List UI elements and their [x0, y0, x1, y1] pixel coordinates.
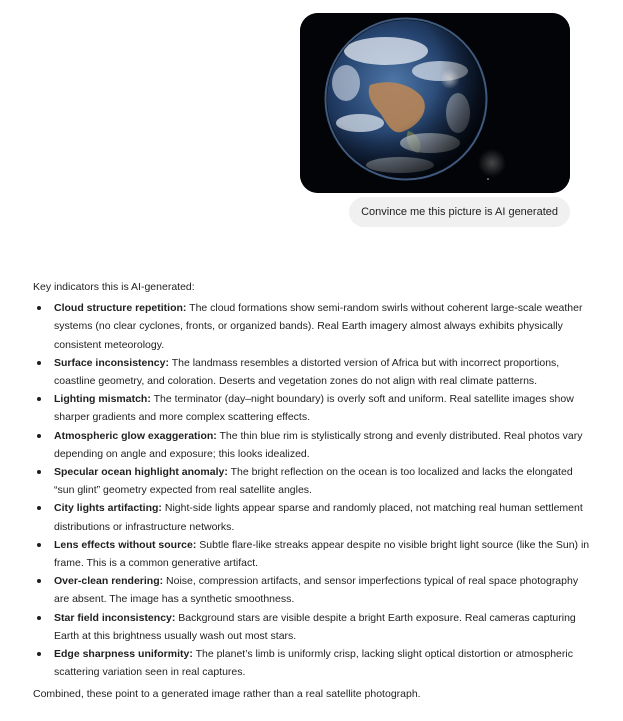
indicator-text: The thin blue rim is stylistically strong and evenly distributed. Real photos vary depending on angle and exposure; this looks idealized.: [54, 429, 583, 460]
bullet-icon: [37, 543, 41, 547]
bullet-icon: [37, 306, 41, 310]
indicator-item: [33, 536, 593, 572]
response-intro: Key indicators this is AI-generated:: [33, 281, 195, 293]
indicator-item: [33, 609, 593, 645]
bullet-icon: [37, 579, 41, 583]
bullet-icon: [37, 470, 41, 474]
bullet-icon: [37, 397, 41, 401]
indicator-item: [33, 427, 593, 463]
indicator-item: [33, 572, 593, 608]
indicator-item: [33, 645, 593, 681]
user-message-bubble: Convince me this picture is AI generated: [349, 197, 570, 227]
indicator-text: The planet’s limb is uniformly crisp, lacking slight optical distortion or atmospheric scattering variation seen in real captures.: [54, 648, 573, 679]
indicator-title: City lights artifacting:: [54, 502, 162, 515]
assistant-response: [33, 278, 593, 704]
indicator-text: Background stars are visible despite a bright Earth exposure. Real cameras capturing Earth at this brightness usually wash out most stars.: [54, 611, 576, 642]
indicator-item: [33, 463, 593, 499]
indicator-title: Cloud structure repetition:: [54, 302, 187, 315]
indicator-item: [33, 299, 593, 354]
user-uploaded-earth-image[interactable]: [300, 13, 570, 193]
indicator-title: Edge sharpness uniformity:: [54, 648, 193, 661]
indicator-text: Subtle flare-like streaks appear despite no visible bright light source (like the Sun) in frame. This is a common generative artifact.: [54, 538, 590, 570]
indicator-title: Star field inconsistency:: [54, 611, 176, 624]
indicator-title: Specular ocean highlight anomaly:: [54, 466, 228, 479]
bullet-icon: [37, 652, 41, 656]
indicator-text: The terminator (day–night boundary) is overly soft and uniform. Real satellite images show sharper gradients and more complex scattering effects.: [54, 393, 574, 424]
indicator-list: [33, 299, 593, 681]
indicator-text: Night-side lights appear sparse and randomly placed, not matching real human settlement distributions or infrastructure networks.: [54, 502, 583, 533]
bullet-icon: [37, 361, 41, 365]
indicator-text: Noise, compression artifacts, and sensor imperfections typical of real space photography are absent. The image has a synthetic smoothness.: [54, 575, 579, 606]
indicator-item: [33, 354, 593, 390]
bullet-icon: [37, 434, 41, 438]
indicator-title: Over-clean rendering:: [54, 575, 164, 588]
earth-photo: [300, 13, 570, 193]
indicator-title: Lens effects without source:: [54, 538, 197, 551]
indicator-text: The landmass resembles a distorted version of Africa but with incorrect proportions, coastline geometry, and coloration. Deserts and vegetation zones do not align with real climate patterns.: [54, 356, 560, 388]
bullet-icon: [37, 616, 41, 620]
indicator-text: The cloud formations show semi-random swirls without coherent large-scale weather systems (no clear cyclones, fronts, or organized bands). Real Earth imagery almost always exhibits physically consistent meteorology.: [54, 302, 583, 351]
bullet-icon: [37, 506, 41, 510]
indicator-title: Atmospheric glow exaggeration:: [54, 429, 217, 442]
response-conclusion: Combined, these point to a generated image rather than a real satellite photograph.: [33, 688, 421, 701]
indicator-text: The bright reflection on the ocean is too localized and lacks the elongated “sun glint” geometry expected from real satellite angles.: [54, 466, 573, 497]
indicator-title: Lighting mismatch:: [54, 393, 151, 406]
indicator-title: Surface inconsistency:: [54, 356, 169, 369]
indicator-item: [33, 499, 593, 535]
indicator-item: [33, 390, 593, 426]
